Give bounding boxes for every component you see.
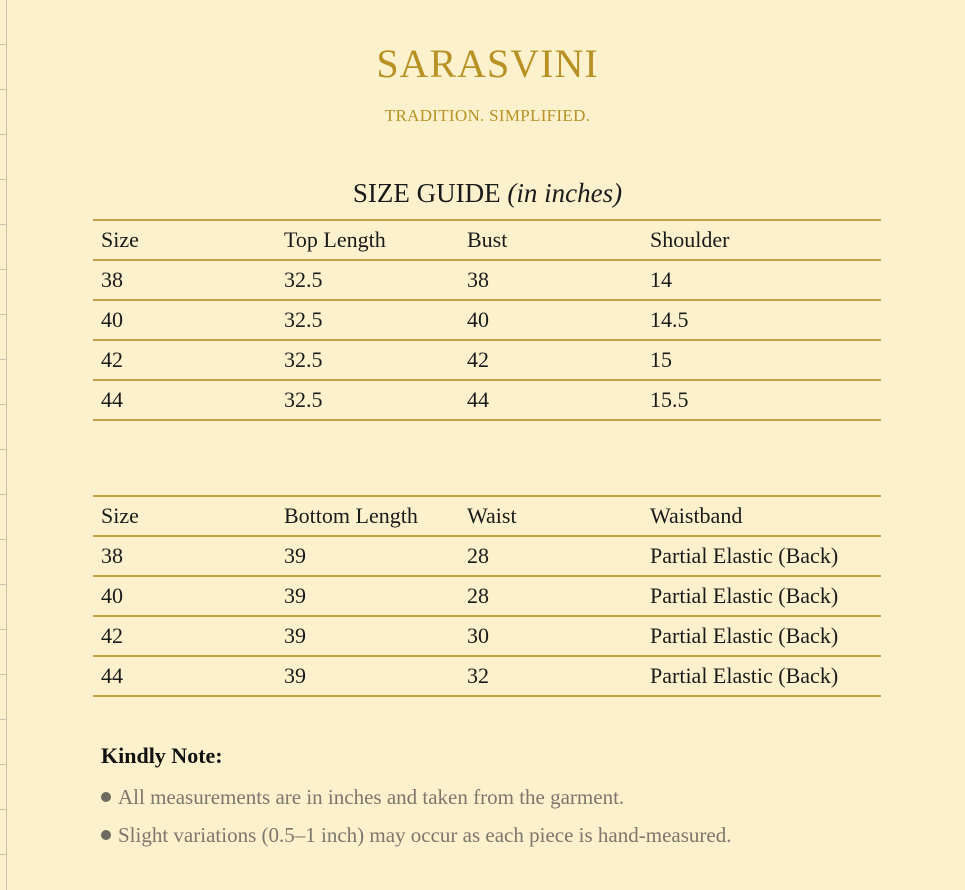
table-cell: 44	[459, 380, 642, 420]
table-cell: 40	[93, 576, 276, 616]
column-header: Shoulder	[642, 220, 881, 260]
bottom-size-table	[93, 495, 881, 697]
table-header-row	[93, 496, 881, 536]
column-header: Top Length	[276, 220, 459, 260]
table-header-row	[93, 220, 881, 260]
table-cell: 14.5	[642, 300, 881, 340]
table-cell: 44	[93, 380, 276, 420]
size-guide-title-text: SIZE GUIDE	[352, 178, 501, 208]
table-cell: 39	[276, 616, 459, 656]
note-item-text: Slight variations (0.5–1 inch) may occur as each piece is hand-measured.	[118, 823, 732, 847]
column-header: Size	[93, 220, 276, 260]
table-cell: 39	[276, 536, 459, 576]
table-row	[93, 340, 881, 380]
table-cell: Partial Elastic (Back)	[642, 616, 881, 656]
note-item	[101, 823, 731, 848]
table-cell: 38	[459, 260, 642, 300]
table-cell: 32	[459, 656, 642, 696]
table-cell: 32.5	[276, 340, 459, 380]
table-row	[93, 616, 881, 656]
table-row	[93, 576, 881, 616]
column-header: Bust	[459, 220, 642, 260]
table-cell: 32.5	[276, 300, 459, 340]
top-size-table	[93, 219, 881, 421]
column-header: Waist	[459, 496, 642, 536]
table-cell: 39	[276, 576, 459, 616]
table-cell: 40	[459, 300, 642, 340]
table-row	[93, 656, 881, 696]
table-cell: 40	[93, 300, 276, 340]
column-header: Size	[93, 496, 276, 536]
size-guide-unit: (in inches)	[507, 178, 623, 208]
table-cell: 14	[642, 260, 881, 300]
page-edge-rule	[0, 0, 7, 890]
table-cell: 28	[459, 536, 642, 576]
table-cell: 44	[93, 656, 276, 696]
table-cell: Partial Elastic (Back)	[642, 656, 881, 696]
table-cell: 42	[93, 616, 276, 656]
table-cell: 42	[93, 340, 276, 380]
table-cell: 15.5	[642, 380, 881, 420]
table-row	[93, 536, 881, 576]
table-cell: 30	[459, 616, 642, 656]
note-item	[101, 785, 624, 810]
size-guide-title	[0, 178, 965, 209]
table-cell: Partial Elastic (Back)	[642, 576, 881, 616]
table-row	[93, 260, 881, 300]
table-cell: 15	[642, 340, 881, 380]
bullet-icon	[101, 830, 111, 840]
table-cell: 42	[459, 340, 642, 380]
table-row	[93, 300, 881, 340]
table-row	[93, 380, 881, 420]
bullet-icon	[101, 792, 111, 802]
column-header: Bottom Length	[276, 496, 459, 536]
column-header: Waistband	[642, 496, 881, 536]
table-cell: 28	[459, 576, 642, 616]
note-heading: Kindly Note:	[101, 743, 223, 768]
table-cell: 32.5	[276, 260, 459, 300]
table-cell: 38	[93, 536, 276, 576]
brand-tagline: TRADITION. SIMPLIFIED.	[384, 106, 591, 125]
table-cell: 32.5	[276, 380, 459, 420]
brand-name: SARASVINI	[376, 41, 599, 86]
table-cell: Partial Elastic (Back)	[642, 536, 881, 576]
table-cell: 38	[93, 260, 276, 300]
table-cell: 39	[276, 656, 459, 696]
note-item-text: All measurements are in inches and taken from the garment.	[118, 785, 625, 809]
